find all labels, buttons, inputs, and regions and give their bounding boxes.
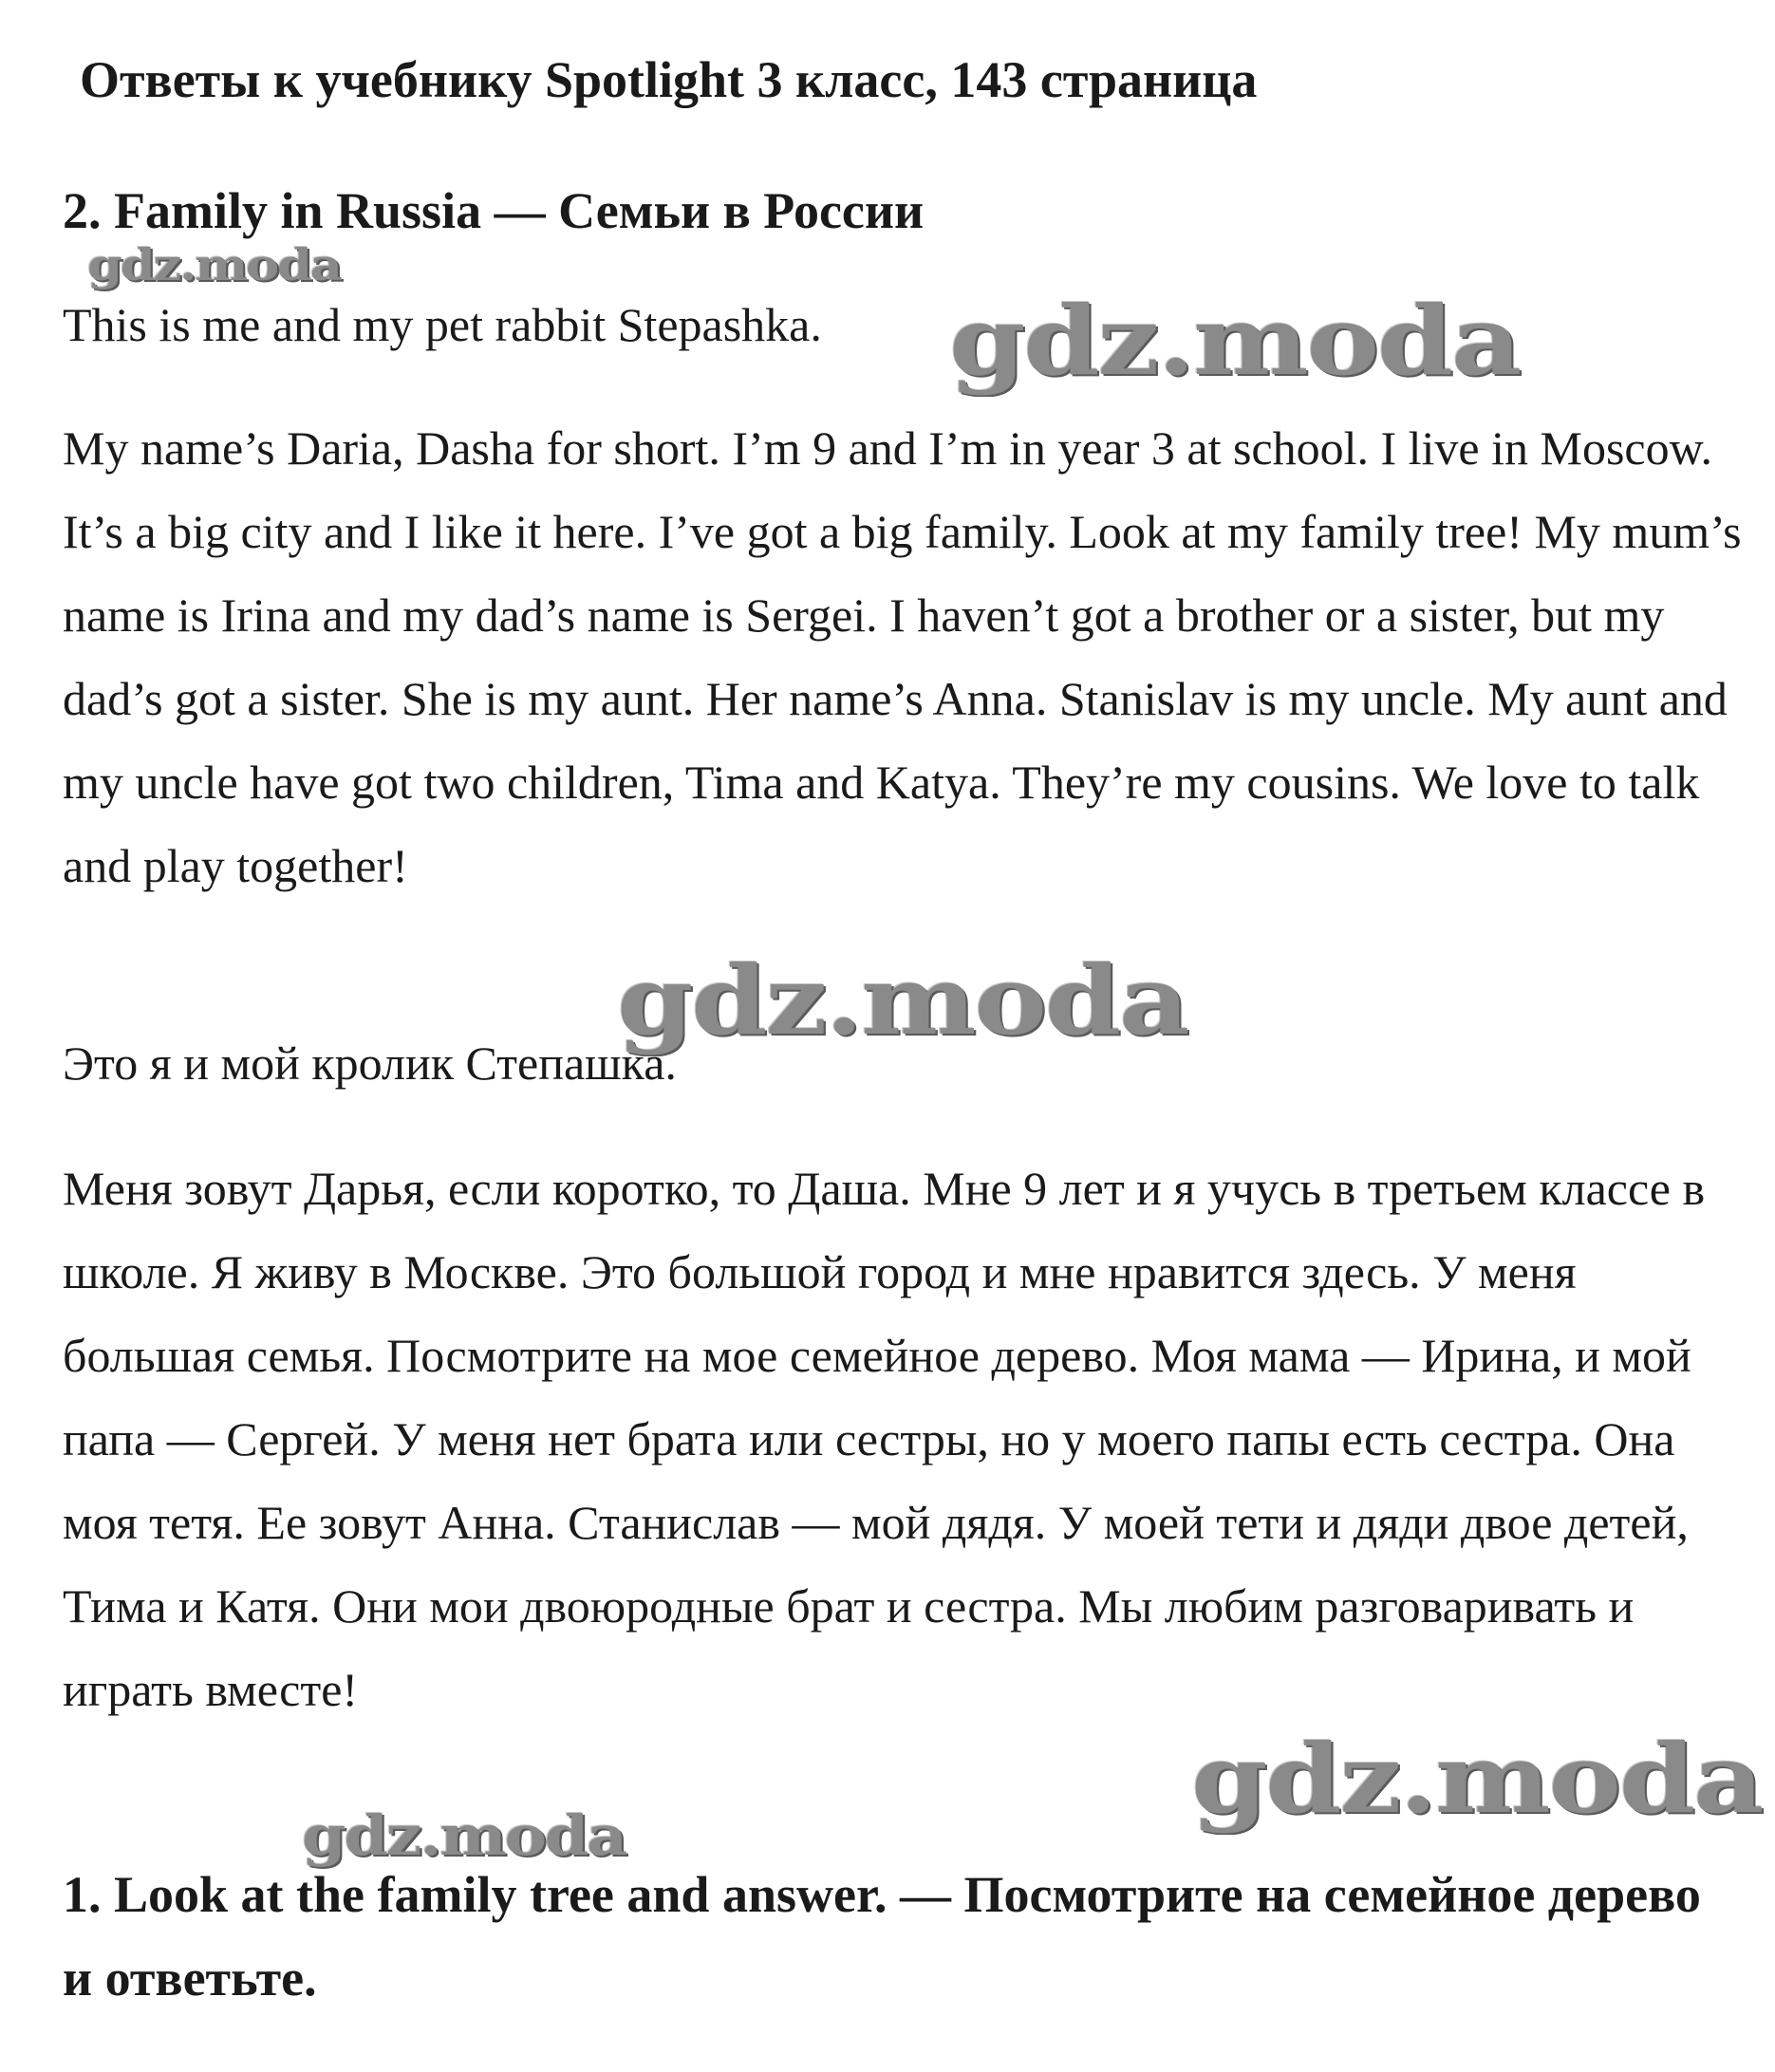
paragraph-russian: Меня зовут Дарья, если коротко, то Даша. Мне 9 лет и я учусь в третьем классе в школе. Я живу в Москве. Это большой город и мне нравится здесь. У меня большая семья. Посмотрите на мое семейное дерево. Моя мама — Ирина, и мой папа — Сергей. У меня нет брата или сестры, но у моего папы есть сестра. Она моя тетя. Ее зовут Анна. Станислав — мой дядя. У моей тети и дяди двое детей, Тима и Катя. Они мои двоюродные брат и сестра. Мы любим разговаривать и играть вместе! <box>63 1162 1706 1716</box>
watermark-logo: gdz.moda <box>1191 1723 1763 1835</box>
watermark-logo: gdz.moda <box>949 285 1521 397</box>
section-heading-family-in-russia: 2. Family in Russia — Семьи в России <box>63 182 925 239</box>
page-title: Ответы к учебнику Spotlight 3 класс, 143 страница <box>80 51 1258 108</box>
watermark-logo: gdz.moda <box>302 1803 626 1868</box>
watermark-logo: gdz.moda <box>87 239 341 290</box>
section-heading-look-at-family-tree: 1. Look at the family tree and answer. — Посмотрите на семейное дерево и ответьте. <box>63 1866 1701 2007</box>
caption-russian: Это я и мой кролик Степашка. <box>63 1036 677 1090</box>
caption-english: This is me and my pet rabbit Stepashka. <box>63 298 822 351</box>
watermark-logo: gdz.moda <box>617 944 1188 1056</box>
paragraph-english: My name’s Daria, Dasha for short. I’m 9 and I’m in year 3 at school. I live in Moscow. It’s a big city and I like it here. I’ve got a big family. Look at my family tree! My mum’s name is Irina and my dad’s name is Sergei. I haven’t got a brother or a sister, but my dad’s got a sister. She is my aunt. Her name’s Anna. Stanislav is my uncle. My aunt and my uncle have got two children, Tima and Katya. They’re my cousins. We love to talk and play together! <box>63 421 1742 892</box>
